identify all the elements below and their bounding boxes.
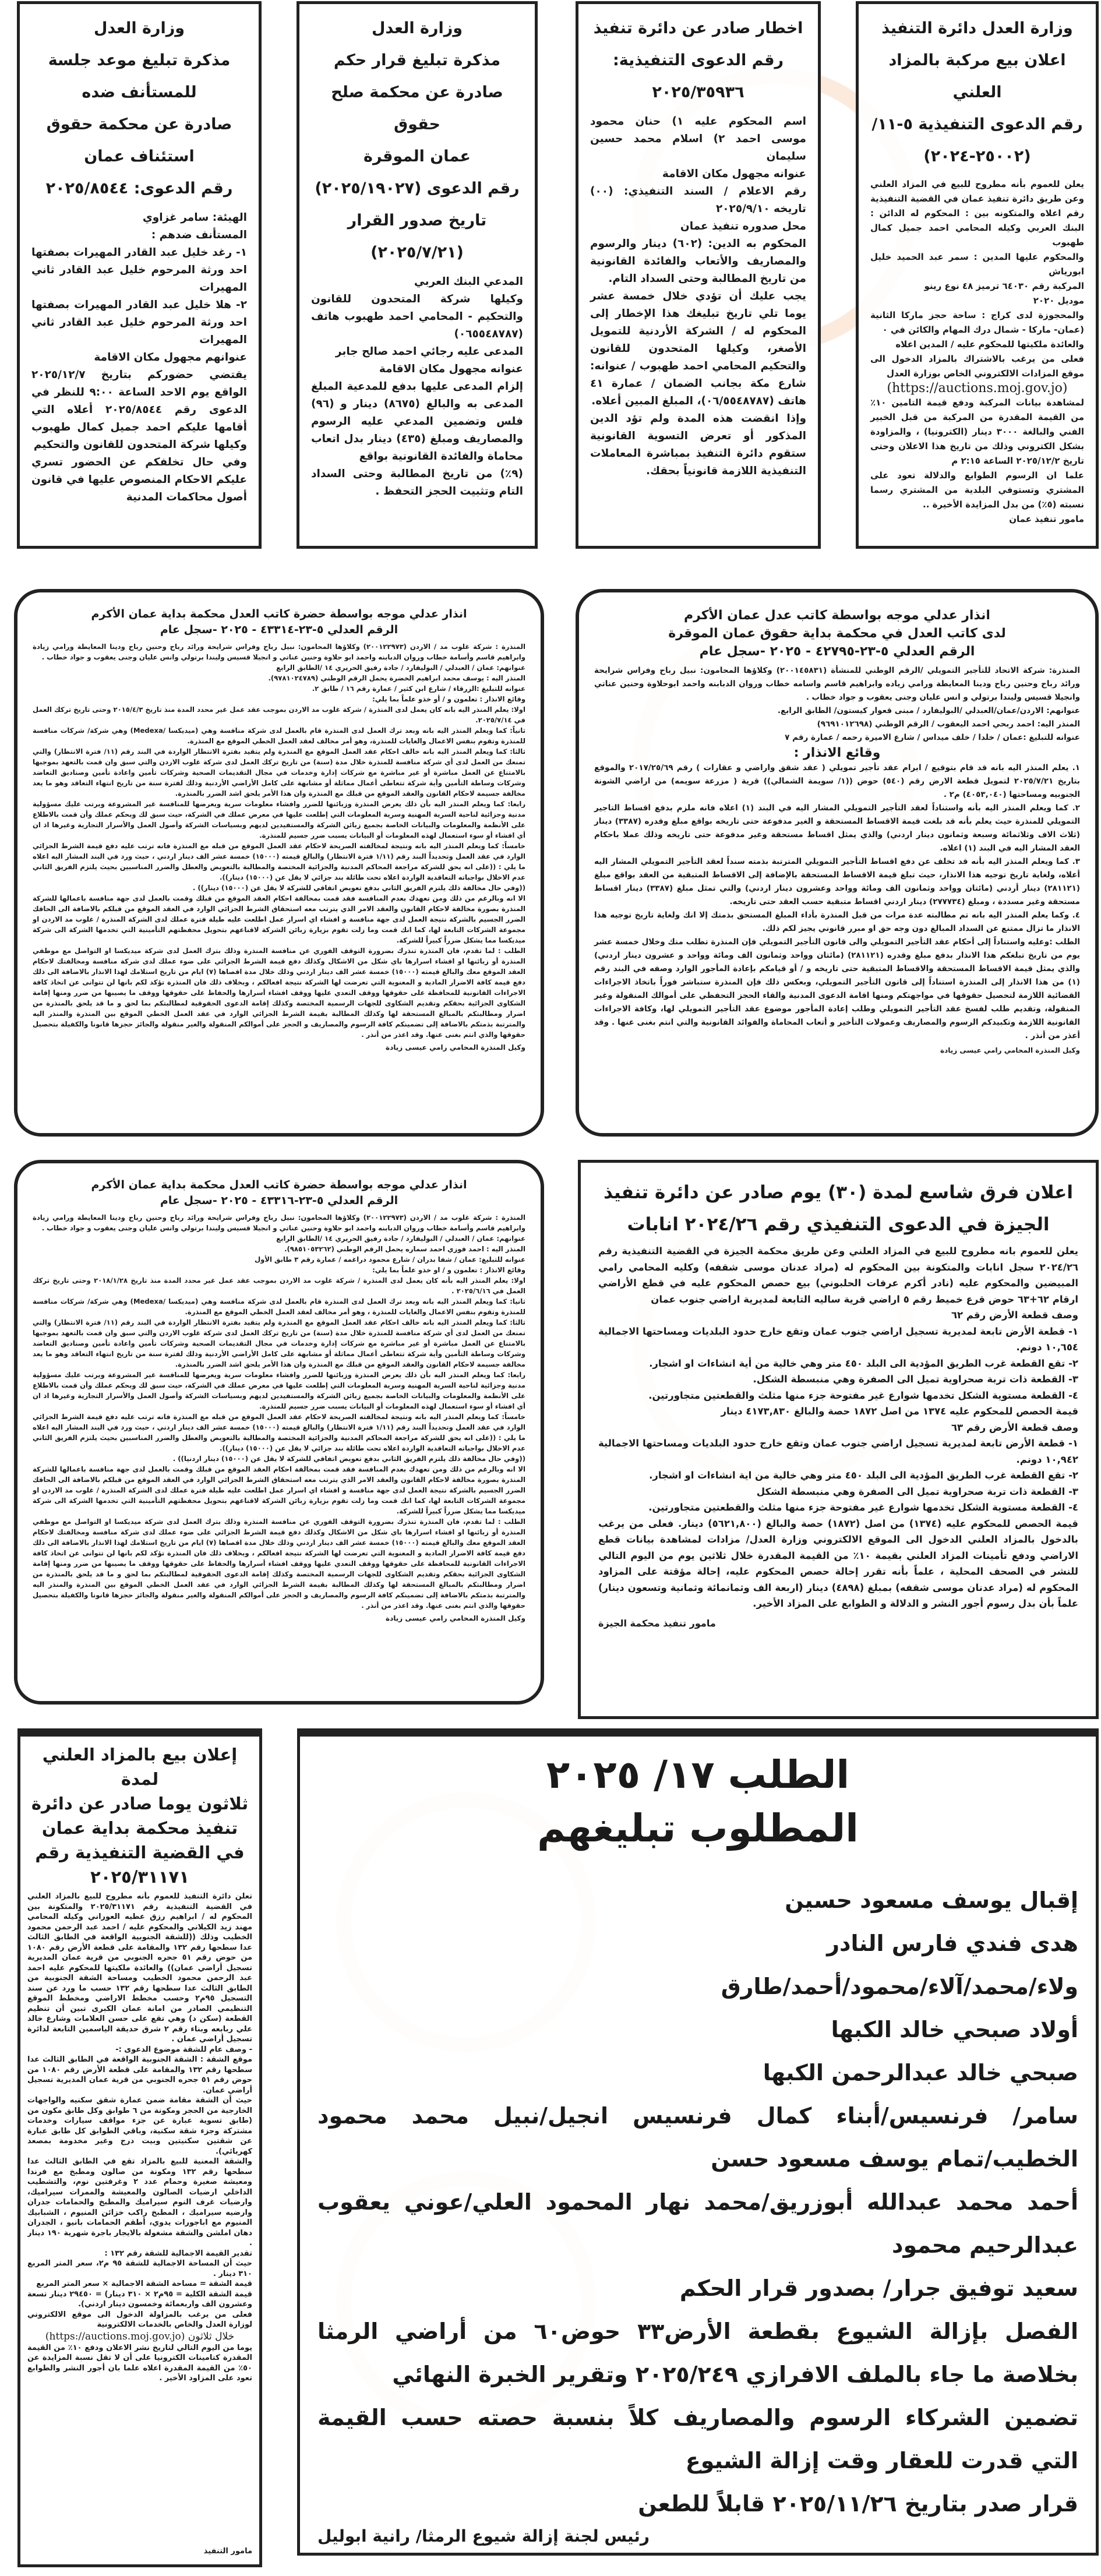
notice-paragraph: إقبال يوسف مسعود حسين: [785, 1887, 1078, 1913]
notice-paragraph: ٤- القطعة مستوية الشكل تخدمها شوارع غير مفتوحة جزء منها مثلث والقطعتين متجاورتين.: [648, 1389, 1078, 1401]
signature: مامور تنفيذ محكمة الجيزة: [598, 1617, 716, 1629]
notice-paragraph: صبحي خالد عبدالرحمن الكبها: [763, 2060, 1078, 2085]
notice-paragraph: قيمة الشقة الكلية = ٩٥م٢ × ٣١٠ دينار) = ٢٩٤٥٠ دينار تسعة وعشرون الف واربعمائة وخمسون دينار اردني).: [27, 2289, 252, 2309]
notice-paragraph: عنوانه للتبليغ :عمان / خلدا / خلف ميداس / شارع الاميرة رحمه / عمارة رقم ٧: [785, 733, 1080, 742]
notice-paragraph: وكيلها شركة المتحدون للقانون والتحكيم - المحامي احمد طهبوب هاتف (٠٦٥٥٤٨٧٨٧): [311, 293, 523, 340]
notice-paragraph: المنذرة: شركة الاتحاد للتأجير التمويلي /الرقم الوطني للمنشأة (٢٠٠١٤٥٨٣١) وكلاؤها المحامون: نبيل رباح وفراس شرايحة ورائد رباح وحنين رباح ودينا المعايطة ورامي زياده وابراهيم قاسم واسامه خطاب وروان الدبابنه واحمد ابوحلاوة وحنين عناتي وانجيلا قسيس وليندا برتولي و انس عليان وجنى يعقوب و جواد خطاب .: [594, 666, 1080, 702]
notice-paragraph: الفصل بإزالة الشيوع بقطعة الأرض٣٣ حوض٦٠ من أراضي الرمثا بخلاصة ما جاء بالملف الافرازي ٢٠٢٥/٢٤٩ وتقرير الخبرة النهائي: [317, 2319, 1078, 2387]
notice-paragraph: المنذرة : شركة غلوب مد / الاردن (٢٠٠١٢٢٩٧٣) وكلاؤها المحامون: نبيل رباح وفراس شرايحة ورائد رباح وحنين رباح ودينا المعايطة ورامي زيادة وابراهيم قاسم وأسامة خطاب وروان الدبابنه واحمد ابو حلاوة وحنين عناتي و انجيلا قسيس وليندا برتولي وانس عليان وجنى يعقوب و جواد خطاب .: [33, 1213, 525, 1232]
notarial-notice-globemed-1: [14, 589, 544, 1137]
notice-title-line: اخطار صادر عن دائرة تنفيذ: [593, 19, 803, 37]
notice-paragraph: عنوانه للتبليغ :الزرقاء / شارع ابن كثير / عمارة رقم ١٦ / طابق ٢.: [312, 684, 525, 693]
notice-paragraph: حيث أن المساحة الاجمالية للشقة ٩٥ م٢، سعر المتر المربع ٣١٠ دينار .: [27, 2259, 252, 2278]
notice-paragraph: عنوانهم: عمان / العبدلي / البوليفارد / جادة رفيق الحريري ١٤ /الطابق الرابع: [276, 664, 525, 672]
notice-paragraph: المنذر اليه : يوسف محمد ابراهيم الخضرة يحمل الرقم الوطني (٩٧٨١٠٢٤٧٨٩).: [268, 674, 525, 682]
notice-title-line: استئناف عمان: [84, 147, 195, 165]
notice-paragraph: وصف قطعة الأرض رقم ٦٣: [951, 1421, 1078, 1433]
notice-paragraph: خامساً: كما ويعلم المنذر اليه بانه ونتيجة لمخالفته الصريحة لاحكام عقد العمل الموقع من قبله مع المنذرة فانه ترتب عليه دفع قيمة الشرط الجزائي الوارد في عقد العمل وتحديداً البند رقم (١/١١ فترة الانتظار) والبالغ قيمته (١٥٠٠٠) خمسة عشر الف دينار اردني ، حيث ورد في البند المشار اليه اعلاه ما يلي : ((على انه يحق للشركة مراجعة المحاكم المدنية والجزائية المختصة والمطالبة بالتعويض والعطل والضرر المناسبين بحيث يلتزم الفريق الثاني عدم الاخلال بواجباته التعاقدية الواردة اعلاه تحت طائلة بند جزائي لا يقل عن (١٥٠٠٠) دينار)).: [33, 842, 525, 881]
notice-title-line: المطلوب تبليغهم: [537, 1806, 859, 1851]
text-block: [594, 606, 1080, 661]
notice-paragraph: ثالثا: كما ويعلم المنذر اليه بانه خالف احكام عقد العمل الموقع مع المنذرة ولم يتقيد بفترة الانتظار الواردة في البند رقم (١١/ فترة الانتظار) والتي تمنعك من العمل لدى أي شركة منافسة للمنذرة خلال مدة (سنة) من تاريخ تركك العمل لدى شركة غلوب الاردن والتي سبق وان قمت بالتعهد بموجبها بالامتناع عن العمل مباشرة أو غير مباشرة مع شركات إدارة وخدمات في مجال التقديمات الصحية وشركات تأمين واعادة تأمين وصناديق التعاضد وشركات وساطة التأمين وأية شركة تتعاطى أعمال مماثلة أو مشابهة على كامل الأراضي الأردنية وذلك لفترة سنة من تاريخ انتهاء التعاقد وهو ما يعد مخالفة جسيمة لاحكام القانون والعقد الموقع من قبلك مع المنذرة وان هذا الأمر يلحق اشد الضرر بالمنذرة.: [33, 747, 525, 797]
notice-paragraph: يقتضي حضوركم بتاريخ ٢٠٢٥/١٢/٧ الواقع يوم الاحد الساعة ٩:٠٠ للنظر في الدعوى رقم ٢٠٢٥/٨٥٤٤ أعلاه التي أقامها عليكم احمد جميل كمال طهبوب وكيلها شركة المتحدون للقانون والتحكيم: [31, 369, 247, 451]
notice-paragraph: موقع الشقة : الشقة الجنوبية الواقعة في الطابق الثالث عدا سطحها رقم ١٣٢ والمقامة على قطعة الأرض رقم ١٠٨٠ من حوض رقم ٥١ جحره الجنوبي من قرية عمان المديرية تسجيل أراضي عمان.: [27, 2055, 252, 2095]
notice-title-line: (٢٥٠٠٢-٢٠٢٤): [923, 147, 1031, 165]
notice-paragraph: الهيئة: سامر غزاوي: [142, 211, 247, 224]
notice-paragraph: محل صدوره تنفيذ عمان: [680, 220, 806, 232]
notice-paragraph: عنوانه مجهول مكان الاقامة: [379, 363, 523, 375]
notice-execution-warning: [576, 1, 821, 549]
notice-title-line: انذار عدلي موجه بواسطة حضرة كاتب العدل محكمة بداية عمان الأكرم: [91, 1178, 467, 1191]
notice-title-line: وزارة العدل دائرة التنفيذ: [881, 19, 1073, 37]
notice-paragraph: ١. يعلم المنذر اليه بانه قد قام بتوقيع / ابرام عقد تأجير تمويلي ( عقد شقق واراضي و عقارات ) رقم ٢٠١٧/٢٥/٦٩ والموقع بتاريخ ٢٠٢٥/٧/٢١ لتمويل قطعة الارض رقم (٥٤٠) حوض ((١/ سويمة الشمالي)) قرية ( مزرعة سويمه) من اراضي الشونة الجنوبيه ومساحتها (٤٠٥٣,٠٤٠) م٢ .: [594, 763, 1080, 799]
notice-paragraph: عنوانه للتبليغ: عمان / شفا بدران / شارع محمود دراغمه / عمارة رقم ٣ طابق الأول: [255, 1255, 525, 1264]
signature: رئيس لجنة إزالة شيوع الرمثا/ رانية ابوليل: [317, 2526, 650, 2546]
notice-paragraph: يعلن للعموم بانه مطروح للبيع في المزاد العلني وعن طريق محكمة الجيزة في القضية التنفيذية رقم ٢٠٢٤/٢٦ سجل انابات والمتكونة بين المحكوم له (مراد عدنان موسى شقفه) وكليه المحامي رامي المبيضين والمحكوم عليه (نادر أكرم عرفات الحلبوني) بيع حصص المحكوم عليه في قطع الأراضي ارقام ٦٢+٦٣ حوض قرع خميط رقم ٥ اراضي قرية ساليه التابعة لمديرية اراضي جنوب عمان: [598, 1245, 1078, 1305]
notice-paragraph: لمشاهدة بيانات المركبة ودفع قيمة التامين ١٠٪ من القيمة المقدرة من المركبة من قبل الخبير الفني والبالغة ٣٠٠٠ دينار (الكترونيا) ، والمزاودة بشكل الكتروني وذلك من تاريخ هذا الاعلان وحتى تاريخ ٢٠٢٥/١٢/٢ الساعة ٢:١٥ م: [870, 397, 1084, 466]
notice-paragraph: عنوانهم مجهول مكان الاقامة: [94, 351, 247, 364]
notice-paragraph: ٢. كما ويعلم المنذر اليه بأنه واستناداً لعقد التأجير التمويلي المشار اليه في البند (١) اعلاه فانه ملزم بدفع اقساط التاجير التمويلي للمنذرة حيث يعلم بأنه قد بلغت قيمة الاقساط المستحقة و الغير مدفوعة حتى تاريخه بواقع مبلغ وقدره (٣٣٨٧) دينار (ثلاث الاف وثلاثمائة وسبعة وثمانون دينار اردني) والذي يمثل اقساط مستحقة وغير مدفوعة حتى تاريخه وذلك عملا باحكام العقد المشار اليه في البند (١) اعلاه.: [594, 803, 1081, 853]
notice-title-line: رقم الدعوى: ٢٠٢٥/٨٥٤٤: [45, 179, 233, 197]
notice-paragraph: موديل ٢٠٢٠: [1033, 295, 1084, 306]
notice-paragraph: قيمة الحصص للمحكوم عليه ١٣٧٤ من اصل ١٨٧٢ حصة والبالغ ٤١٧٣,٨٣٠ دينار: [721, 1406, 1078, 1417]
text-block: [598, 1177, 1078, 1241]
notice-paragraph: المنذرة : شركة غلوب مد / الاردن (٢٠٠١٢٢٩٧٣) وكلاؤها المحامون: نبيل رباح وفراس شرايحة ورائد رباح وحنين رباح ودينا المعايطة ورامي زيادة وابراهيم قاسم وأسامة خطاب وروان الدبابنه واحمد ابو حلاوة وحنين عناتي و انجيلا قسيس وليندا برتولي وانس عليان وجنى يعقوب و جواد خطاب .: [33, 643, 525, 661]
notice-title-line: صادرة عن محكمة صلح حقوق: [331, 83, 503, 133]
notice-title-line: مذكرة تبليغ موعد جلسة: [48, 51, 231, 69]
text-block: [594, 761, 1080, 1043]
notice-request-17: [297, 1728, 1099, 2556]
notice-paragraph: رابعا: كما ويعلم المنذر اليه بأن ذلك يعرض المنذرة وزبائنها للضرر وافشاء معلومات سرية ويعرضها للمنافسة غير المشروعة ويرتب عليك مسؤولية مدنية وجزائية لناحية السرية المهنية وسرية المعلومات التي إطلعت عليها في معرض عملك في الشركة، حيث سبق لك وبحكم عملك وأن قمت بالاطلاع على الأنظمة والمعلومات والبيانات الخاصة بجميع زبائن الشركة والمستفيدين لديهم وبسياسات الشركة وأصول العمل والأسرار التجارية وغيرها اذ ان أي افشاء أو سوء استعمال لهذه المعلومات أو البيانات يسبب ضرر جسيم للمنذرة.: [33, 1371, 525, 1410]
notice-paragraph: تضمين الشركاء الرسوم والمصاريف كلاً بنسبة حصته حسب القيمة التي قدرت للعقار وقت إزالة الشيوع: [317, 2405, 1078, 2473]
notice-title-line: الرقم العدلي ٥-٢٣-٤٢٧٩٥ - ٢٠٢٥ -سجل عام: [699, 644, 975, 659]
notice-paragraph: ولاء/محمد/آلاء/محمود/أحمد/طارق: [721, 1974, 1078, 1999]
notice-title-line: الجيزة في الدعوى التنفيذي رقم ٢٠٢٤/٢٦ انابات: [627, 1214, 1050, 1235]
notice-paragraph: المدعي البنك العربي: [414, 276, 523, 288]
facts-heading: وقائع الانذار :: [793, 746, 881, 760]
notice-paragraph[interactable]: (https://auctions.moj.gov.jo): [887, 381, 1068, 396]
notice-paragraph: وقائع الانذار : تعلمون و / أو خذو علماً بما يلي:: [372, 695, 525, 703]
text-block: [590, 12, 806, 108]
notice-title-line: تنفيذ محكمة بداية عمان: [41, 1818, 238, 1838]
notice-paragraph: ثانياً: كما ويعلم المنذر اليه بانه وبعد ترك العمل لدى المنذرة قام بالعمل لدى شركة منافسة وهي (ميديكسا /Medexa) وهي شركة/ شركات منافسة للمنذرة وتقوم بنفس الاعمال والغايات للمنذرة، وهو أمر مخالف لعقد العمل الخطي الموقع مع المنذرة.: [33, 726, 525, 745]
notice-paragraph: ثالثا: كما ويعلم المنذر اليه بانه خالف احكام عقد العمل الموقع مع المنذرة ولم يتقيد بفترة الانتظار الواردة في البند رقم (١١/ فترة الانتظار) والتي تمنعك من العمل لدى أي شركة منافسة للمنذرة خلال مدة (سنة) من تاريخ تركك العمل لدى شركة غلوب الاردن والتي سبق وان قمت بالتعهد بموجبها بالامتناع عن العمل مباشرة أو غير مباشرة مع شركات إدارة وخدمات في مجال التقديمات الصحية وشركات تأمين واعادة تأمين وصناديق التعاضد وشركات وساطة التأمين وأية شركة تتعاطى أعمال مماثلة أو مشابهة على كامل الأراضي الأردنية وذلك لفترة سنة من تاريخ انتهاء التعاقد وهو ما يعد مخالفة جسيمة لاحكام القانون والعقد الموقع من قبلك مع المنذرة وان هذا الأمر يلحق اشد الضرر بالمنذرة.: [33, 1318, 525, 1368]
notice-paragraph: ثانيا: كما ويعلم المنذر اليه بانه وبعد ترك العمل لدى المنذرة قام بالعمل لدى شركة منافسة وهي (ميديكسا /Medexa) وهي شركة/ شركات منافسة للمنذرة وتقوم بنفس الاعمال والغايات للمنذرة ، وهو أمر مخالف لعقد العمل الخطي الموقع مع المنذرة.: [33, 1297, 525, 1316]
signature: وكيل المنذرة المحامي رامي عيسى زيادة: [385, 1614, 525, 1622]
notice-paragraph: أحمد محمد عبدالله أبوزريق/محمد نهار المحمود العلي/عوني يعقوب عبدالرحيم محمود: [317, 2189, 1078, 2258]
notice-paragraph: عنوانه مجهول مكان الاقامة: [662, 168, 806, 180]
text-block: [33, 1212, 525, 1611]
notice-paragraph: يوما من اليوم التالي لتاريخ نشر الاعلان ودفع ١٠٪ من القيمة المقدرة كتامينات الكترونيا على أن لا تقل نسبة المزايدة عن ٥٠٪ من القيمة المقدرة اعلاه علما بان أجور النشر والطوابع تعود على المزاود الأخير .: [27, 2343, 252, 2383]
notice-title-line: تاريخ صدور القرار: [347, 211, 487, 230]
text-block: [598, 1243, 1078, 1612]
notice-paragraph: ٣- القطعة ذات تربة صحراوية تميل الى الصفرة وهي منبسطة الشكل: [756, 1485, 1078, 1497]
notice-paragraph: الطلب :وعليه واستناداً إلى أحكام عقد التأجير التمويلي والى قانون التأجير التمويلي فإن المنذرة تطلب منك وخلال خمسة عشر يوم من تاريخ تبلغكم هذا الانذار بدفع مبلغ وقدره (٢٨١١٢١) (مائتان وواحد وثمانون الف ومائة وواحد و عشرون دينار اردني) والذي يمثل قيمة الاقساط المستحقة والاقساط المتبقية حتى تاريخه و / أو قيامكم بإعادة المأجور الوارد وصفه في البند رقم (١) من هذا الانذار إلى المنذرة استناداً إلى قانون التأجير التمويلي، وبعكس ذلك فإن المنذرة ستباشر فوراً باتخاذ الاجراءات القضائية اللازمة لتحصيل حقوقها في مواجهتكم ومنها اقامة الدعوى المدنية والقاء الحجز التحفظي على أموالك المنقولة وغير المنقولة، وتقديم طلب لفسخ عقد التأجير التمويلي وطلب إعادة المأجور موضوع عقد التأجير التمويلي لها، وكافة الاجراءات القانونية اللازمة وتكبيدكم الرسوم والمصاريف وعمولات التأخير و أتعاب المحاماة والفوائد القانونية والتي انتم بغنى عنها . وقد أعذر من أنذر .: [594, 937, 1080, 1040]
notice-paragraph: أولاد صبحي خالد الكبها: [831, 2017, 1078, 2042]
notice-paragraph: سعيد توفيق جرار/ بصدور قرار الحكم: [679, 2275, 1078, 2301]
notice-title-line: الرقم العدلي ٥-٢٣-٤٣٣١٦ - ٢٠٢٥ -سجل عام: [160, 1194, 398, 1207]
text-block: [31, 209, 247, 506]
notice-paragraph: المحكوم به الدين: (٦٠٢) دينار والرسوم والمصاريف والأتعاب والفائدة القانونية من تاريخ المطالبة وحتى السداد التام.: [590, 238, 806, 285]
notice-paragraph: ٣. كما ويعلم المنذر اليه بأنه قد تخلف عن دفع اقساط التأجير التمويلي المترتبة بذمته سنداً لعقد التأجير التمويلي المشار اليه أعلاه، ولغاية تاريخ توجيه هذا الانذار، حيث تبلغ قيمة الاقساط المستحقة بالإضافة إلى الاقساط المتبقية من العقد بواقع مبلغ (٢٨١١٢١) دينار أردني (مائتان وواحد وثمانون الف ومائة وواحد وعشرون دينار اردني) والتي تمثل مبلغ (٣٣٨٧) دينار اقساط مستحقة وغير مسددة ، ومبلغ (٢٧٧٧٣٤) دينار اردني اقساط متبقية حسب العقد حتى تاريخه.: [594, 857, 1080, 906]
notice-paragraph: فعلى من يرغب بالاشتراك بالمزاد الدخول الى موقع المزادات الالكتروني الخاص بوزارة العدل: [870, 354, 1084, 379]
notice-judgment: [297, 1, 538, 549]
notice-apartment-auction: [17, 1728, 262, 2567]
notice-price-difference: [578, 1160, 1099, 1719]
notice-paragraph: ٤- القطعة مستوية الشكل تخدمها شوارع غير مفتوحة جزء منها مثلث والقطعتين متجاورتين.: [648, 1502, 1078, 1513]
notice-paragraph: خامساً: كما ويعلم المنذر اليه بانه ونتيجة لمخالفته الصريحة لاحكام عقد العمل الموقع من قبله مع المنذرة فانه ترتب عليه دفع قيمة الشرط الجزائي الوارد في عقد العمل وتحديداً البند رقم (١/١١ فترة الانتظار) والبالغ قيمته (١٥٠٠٠) خمسة عشر الف دينار اردني ، حيث ورد في البند المشار اليه اعلاه ما يلي : ((على انه يحق للشركة مراجعة المحاكم المدنية والجزائية المختصة والمطالبة بالتعويض والعطل والضرر المناسبين بحيث يلتزم الفريق الثاني عدم الاخلال بواجباته التعاقدية الواردة اعلاه تحت طائلة بند جزائي لا يقل عن (١٥٠٠٠) دينار)).: [33, 1413, 525, 1452]
text-block: [27, 1742, 252, 1889]
notice-title-line: رقم الدعوى (٢٠٢٥/١٩٠٢٧): [315, 179, 520, 197]
notice-paragraph: ((وفي حال مخالفة ذلك يلتزم الفريق الثاني بدفع تعويض اتفاقي للشركة لا يقل عن (١٥٠٠٠) دينار اردنيا)) .: [172, 1455, 525, 1463]
text-block: [27, 1892, 252, 2543]
notice-title-line: الرقم العدلي ٥-٢٣-٤٣٣١٤ - ٢٠٢٥ -سجل عام: [160, 623, 398, 636]
notice-paragraph: قيمة الشقة = مساحة الشقة الاجمالية × سعر المتر المربع: [36, 2279, 252, 2288]
signature: وكيل المنذرة المحامي رامي عيسى زيادة: [940, 1046, 1080, 1054]
notice-paragraph: والمحجوزة لدى كراج : ساحة حجز ماركا الثانية (عمان- ماركا - شمال درك المهام والكائن في ٠: [870, 310, 1084, 335]
notice-paragraph: المنذر اليه: احمد ربحي احمد اليعقوب / الرقم الوطني (٩٦٩١٠١٢٦٩٨): [817, 719, 1080, 729]
notice-paragraph: يجب عليك أن تؤدي خلال خمسة عشر يوما تلي تاريخ تبليغك هذا الإخطار إلى المحكوم له / الشركة الأردنية للتمويل الأصغر، وكيلها المتحدون للقانون والتحكيم المحامي احمد طهبوب / عنوانه: شارع مكة بجانب الضمان / عمارة ٤١ هاتف (٠٦/٥٥٤٨٧٨٧)، المبلغ المبين أعلاه.: [590, 290, 806, 407]
notice-paragraph: عنوانهم: الاردن/عمان/العبدلي /البوليفارد / مبنى قعوار كيستون/ الطابق الرابع.: [777, 706, 1080, 715]
notice-paragraph: ٣- القطعة ذات تربة صحراوية تميل الى الصفرة وهي منبسطة الشكل.: [753, 1374, 1078, 1385]
notice-paragraph: وصف قطعة الأرض رقم ٦٢: [951, 1310, 1078, 1321]
text-block: [311, 273, 523, 500]
notice-title-line: انذار عدلي موجه بواسطة حضرة كاتب العدل محكمة بداية عمان الأكرم: [91, 608, 467, 620]
notice-title-line: مذكرة تبليغ قرار حكم: [333, 51, 501, 69]
text-block: [33, 641, 525, 1040]
notice-paragraph: المدعى عليه رجائي احمد صالح جابر: [335, 345, 523, 358]
text-block: [594, 664, 1080, 744]
notice-title-line: الطلب ١٧/ ٢٠٢٥: [546, 1752, 850, 1797]
notice-paragraph: ١- رغد خليل عبد القادر المهيرات بصفتها احد ورثة المرحوم خليل عبد القادر ثاني المهيرات: [31, 246, 247, 294]
notice-paragraph: وقائع الانذار : تعلمون و / او خذو علماً بما يلي:: [372, 1266, 525, 1274]
notice-title-line: إعلان بيع بالمزاد العلني لمدة: [42, 1745, 238, 1789]
notice-paragraph: ٢- هلا خليل عبد القادر المهيرات بصفتها احد ورثة المرحوم خليل عبد القادر ثاني المهيرات: [31, 299, 247, 346]
notice-title-line: رقم الدعوى التنفيذية ٥-١١/: [871, 115, 1083, 133]
notice-title-line: ثلاثون يوما صادر عن دائرة: [31, 1794, 249, 1813]
notice-paragraph: إلزام المدعى عليها بدفع للمدعية المبلغ المدعى به والبالغ (٨٦٧٥) دينار و (٩٦) فلس وتضمين المدعي عليه الرسوم والمصاريف ومبلغ (٤٣٥) دينار بدل اتعاب محاماة والفائدة القانونية بواقع: [311, 380, 524, 463]
notice-paragraph: سامر/ فرنسيس/أبناء كمال فرنسيس انجيل/نبيل محمد محمود الخطيب/تمام يوسف مسعود حسن: [317, 2103, 1078, 2172]
signature: وكيل المنذرة المحامي رامي عيسى زيادة: [385, 1043, 525, 1051]
text-block: [317, 1879, 1078, 2525]
notice-paragraph: فعلى من يرغب بالمزاولة الدخول الى موقع الالكتروني لوزارة العدل والخاص بالخدمات الالكترونية: [27, 2310, 252, 2329]
notice-title-line: صادرة عن محكمة حقوق: [46, 115, 232, 133]
signature: مامور التنفيذ: [27, 2546, 252, 2557]
notice-paragraph: وإذا انقضت هذه المدة ولم تؤد الدين المذكور أو تعرض التسوية القانونية ستقوم دائرة التنفيذ بمباشرة المعاملات التنفيذية اللازمة قانونياً بحقك.: [590, 412, 806, 477]
notice-paragraph: الا انه وبالرغم من ذلك ومن تعهدك بعدم المنافسة فقد قمت بمخالفة احكام العقد الموقع من قبلك وقمت بالعمل لدى جهة منافسة باعمالها للشركة المنذرة بصورة مخالفة لاحكام القانون والعقد الامر الذي يترتب معه استحقاق الشرط الجزائي الوارد في العقد الموقع من قبلكم بالاضافة الى الحاقك الضرر الجسيم بالشركة نتيجة العمل لدى جهة منافسة و افشاء اي اسرار عمل اطلعت عليه طيلة فترة عملك لدى الشركة المنذرة / غلوب مد الاردن او مجموعة الشركات التابعة لها، كما انك قمت وما زلت تقوم بزيارة زبائن الشركة لاقناعهم بتحويل محفظتهم التأمينية التي تخدمها الشركة الى شركة ميديكسا مما يشكل ضرراً كبيراً للشركة.: [33, 894, 525, 944]
notice-title-line: انذار عدلي موجه بواسطة كاتب عدل عمان الأكرم: [684, 608, 990, 623]
notice-paragraph: (٩٪) من تاريخ المطالبة وحتى السداد التام وتثبيت الحجز التحفظ .: [311, 468, 523, 497]
notice-paragraph: ١- قطعة الأرض تابعة لمديرية تسجيل اراضي جنوب عمان وتقع خارج حدود البلديات ومساحتها الاجمالية ١٠,٦٥٤ دونم.: [598, 1325, 1078, 1353]
notice-title-line: رقم الدعوى التنفيذية:: [612, 51, 784, 69]
notice-title-line: ٢٠٢٥/٣٥٩٣٦: [652, 83, 744, 101]
notice-paragraph: حيث أن الشقة مقامة ضمن عمارة شقق سكنيه والواجهات الخارجية من الحجر ومكونة من ٦ طوابق وكل طابق مكون من (طابق تسوية عبارة عن جزء مواقف سيارات وخدمات مشتركة وجزء شقة سكنية، وباقي الطوابق كل طابق عبارة عن شقتين سكنيتين وبيت درج وغير مخدومة بمصعد كهربائي).: [27, 2096, 252, 2156]
notice-paragraph: وفي حال تخلفكم عن الحضور تسري عليكم الاحكام المنصوص عليها في قانون أصول محاكمات المدنية: [31, 456, 247, 503]
notice-paragraph: ٢- تقع القطعة غرب الطريق المؤدية الى البلد ٤٥٠ متر وهي خالية من أية انشاءات او اشجار.: [649, 1357, 1078, 1369]
notice-paragraph[interactable]: (https://auctions.moj.gov.jo) خلال ثلاثون: [45, 2330, 235, 2342]
notice-paragraph: الا انه وبالرغم من ذلك ومن تعهدك بعدم المنافسة فقد قمت بمخالفة احكام العقد الموقع من قبلك وقمت بالعمل لدى جهة منافسة باعمالها للشركة المنذرة بصورة مخالفة لاحكام القانون والعقد الامر الذي يترتب معه استحقاق الشرط الجزائي الوارد في العقد الموقع من قبلكم بالاضافة الى الحاقك الضرر الجسيم بالشركة نتيجة العمل لدى جهة منافسة و افشاء اي اسرار عمل اطلعت عليه طيلة فترة عملك لدى الشركة المنذرة / غلوب مد الاردن او مجموعة الشركات التابعة لها، كما انك قمت وما زلت تقوم بزيارة زبائن الشركة لاقناعهم بتحويل محفظتهم التأمينية التي تخدمها الشركة الى شركة ميديكسا مما يشكل ضرراً كبيراً للشركة.: [33, 1465, 525, 1515]
notice-paragraph: عنوانهم: عمان / العبدلي / البوليفارد / جادة رفيق الحريري ١٤ /الطابق الرابع: [276, 1234, 525, 1243]
text-block: [590, 113, 806, 480]
text-block: [31, 12, 247, 204]
notice-paragraph: والشقة المعنية للبيع بالمزاد تقع في الطابق الثالث عدا سطحها رقم ١٣٢ ومكونة من صالون ومطبخ مع فرندا ومعيشة صغيرة وحمام عدد ٢ وغرفتين نوم، والتشطيب الداخلي ارضيات الصالون والمعيشة والممرات سيراميك، وارضيات غرف النوم سيراميك والمطبخ والحمامات جدران وارضيه سيراميك ، المطبخ راكب خزائن المنيوم ، الشبابيك المنيوم مع اباجورات يدوي، أطقم الحمامات بانيو ، الجدران دهان املشن والشقة مشغولة بالايجار باجرة شهرية ١٩٠ دينار .: [27, 2157, 252, 2247]
notice-paragraph: رقم الاعلام / السند التنفيذي: (٠٠) تاريخه ٢٠٢٥/٩/١٠: [590, 185, 806, 215]
text-block: [33, 606, 525, 638]
text-block: [311, 12, 523, 269]
notice-appeal-session: [17, 1, 262, 549]
notice-paragraph: رابعا: كما ويعلم المنذر اليه بأن ذلك يعرض المنذرة وزبائنها للضرر وافشاء معلومات سرية ويعرضها للمنافسة غير المشروعة ويرتب عليك مسؤولية مدنية وجزائية لناحية السرية المهنية وسرية المعلومات التي إطلعت عليها في معرض عملك في الشركة، حيث سبق لك وبحكم عملك وأن قمت بالاطلاع على الأنظمة والمعلومات والبيانات الخاصة بجميع زبائن الشركة والمستفيدين لديهم وبسياسات الشركة وأصول العمل والأسرار التجارية وغيرها اذ ان أي افشاء أو سوء استعمال لهذه المعلومات أو البيانات يسبب ضرر جسيم للمنذرة.: [33, 800, 525, 839]
notice-paragraph: ٢- تقع القطعة غرب الطريق المؤدية الى البلد ٤٥٠ متر وهي خالية من اية انشاءات او اشجار.: [649, 1470, 1078, 1481]
notice-title-line: وزارة العدل: [371, 19, 463, 37]
notice-paragraph: علما ان الرسوم الطوابع والدلالة تعود على المشتري وتستوفي البلدية من المشتري رسما نسبته (٥٪) من بدل المزايدة الأخيرة ..: [870, 470, 1084, 510]
notice-paragraph: والمحكوم عليها المدين : سمر عبد الحميد خليل ابورياش: [870, 252, 1084, 277]
notice-paragraph: ((وفي حال مخالفة ذلك يلتزم الفريق الثاني بدفع تعويض اتفاقي للشركة لا يقل عن (١٥٠٠٠) دينار)) .: [192, 884, 525, 892]
notice-paragraph: المنذر اليه : احمد فوزي احمد سماره يحمل الرقم الوطني (٩٨٥١٠٥٣٢٦٢).: [284, 1245, 525, 1253]
notice-paragraph: اسم المحكوم عليه ١) حنان محمود موسى احمد ٢) اسلام محمد حسين سليمان: [590, 115, 807, 163]
notice-paragraph: والعائدة ملكيتها للمحكوم عليه / المدين اعلاه: [895, 339, 1084, 350]
text-block: [317, 1748, 1078, 1855]
notice-paragraph: - وصف عام للشقة موضوع الدعوى :-: [115, 2045, 252, 2054]
notarial-notice-ijara: [576, 589, 1099, 1137]
notice-paragraph: هدى فندي فارس النادر: [827, 1931, 1078, 1956]
notice-paragraph: قيمة الحصص للمحكوم عليه (١٣٧٤) من اصل (١٨٧٢) حصة والبالغ (٥٦٢١,٨٠٠) دينار. فعلى من يرغب بالدخول بالمزاد العلني الدخول الى الموقع الالكتروني وزارة العدل/ مزادات لمشاهدة بيانات قطع الاراضي ودفع تأمينات المزاد العلني بقيمة ١٠٪ من القيمة المقدرة خلال ثلاثين يوم من اليوم التالي للنشر في الصحف المحلية ، علماً بأنه تقرر إحالة حصص المحكوم عليه، إحالة مؤقتة على المزاود المحكوم له (مراد عدنان موسى شقفه) بمبلغ (٤٨٩٨) دينار (اربعة الف وثمانمائة وثمانية وتسعون دينار) علماً بأن بدل رسوم أجور النشر و الدلالة و الطوابع على المزاد الأخير.: [598, 1518, 1079, 1609]
notice-title-line: في القضية التنفيذية رقم: [35, 1843, 245, 1862]
notice-paragraph: مامور تنفيذ عمان: [1009, 514, 1084, 524]
notice-paragraph: اولا: يعلم المنذر اليه بأنه كان يعمل لدى المنذرة / شركة غلوب مد الاردن بموجب عقد عمل غير محدد المدة منذ تاريخ ٢٠١٨/١/٢٨ وحتى تاريخ تركك العمل في ٢٠٢٥/٦/١٦ .: [33, 1276, 525, 1295]
notice-paragraph: الطلب : لما تقدم، فان المنذرة تنذرك بضرورة التوقف الفوري عن منافسة المنذرة وذلك بترك العمل لدى شركة ميديكسا او التواصل مع موظفي المنذرة أو زبائنها او افشاء اسرارها باي شكل من الاشكال وكذلك دفع قيمة الشرط الجزائي على ضوء عملك لدى شركة منافسة ومخالفتك لاحكام العقد الموقع معك والبالغ قيمته (١٥٠٠٠) خمسة عشر الف دينار اردني وذلك خلال مدة اقصاها (٧) ايام من تاريخ استلامك لهذا الانذار بالاضافة الى ذلك دفع قيمة كافة الاضرار المادية و المعنوية التي تعرضت لها الشركة نتيجة افعالكم ، وبخلاف ذلك فان المنذرة تؤكد لكم بانها لن تتوانى عن اتخاذ كافة الاجراءات القانونية للمحافظة على حقوقها ووقف التعدي عليها ووقف افشاء أسرارها والحفاظ على حقوقها ووقف ما يصيبها من ضرر ومنها إقامة الشكاوى الجزائية بحقكم وتقديم الشكاوى للجهات الرسمية المختصة وكذلك إقامة الدعوى الحقوقية لمطالبتكم بما لحق و ما قد يلحق بالمنذرة من اضرار ومطالبتكم بالمبالغ المستحقة لها وكذلك المطالبة بقيمة الشرط الجزائي الوارد في عقد العمل الخطي الموقع بين المنذرة والمنذر اليه والمترتبة بذمتكم بالاضافة إلى تضمينكم كافة الرسوم والمصاريف و الحجز على أموالكم المنقولة والغير منقولة والجائز حجزها قانونا والكفيلة بتحصيل حقوقها والذي انتم بغنى عنها. وقد اعذر من أنذر .: [33, 947, 526, 1039]
notice-vehicle-auction: [856, 1, 1099, 549]
notice-title-line: للمستأنف ضده: [82, 83, 197, 101]
notice-paragraph: ١- قطعة الأرض تابعة لمديرية تسجيل اراضي جنوب عمان وتقع خارج حدود البلديات ومساحتها الاجمالية ١٠,٩٤٢ دونم.: [598, 1438, 1078, 1465]
notice-paragraph: اولا: يعلم المنذر اليه بانه كان يعمل لدى المنذرة / شركة غلوب مد الاردن بموجب عقد عمل غير محدد المدة منذ تاريخ ٢٠١٥/٤/٣ وحتى تاريخ تركك العمل في ٢٠٢٥/٧/١٤.: [33, 705, 525, 724]
notice-paragraph: المركبة رقم ٦٤٠٣٠ ترميز ٤٨ نوع رينو: [924, 281, 1084, 291]
notice-title-line: اعلان فرق شاسع لمدة (٣٠) يوم صادر عن دائرة تنفيذ: [604, 1182, 1073, 1203]
notice-title-line: (٢٠٢٥/٧/٢١): [370, 244, 464, 262]
notice-paragraph: قرار صدر بتاريخ ٢٠٢٥/١١/٢٦ قابلاً للطعن: [638, 2491, 1078, 2517]
text-block: [870, 12, 1084, 172]
notice-paragraph: الطلب : لما تقدم، فان المنذرة تنذرك بضرورة التوقف الفوري عن منافسة المنذرة وذلك بترك العمل لدى شركة ميديكسا او التواصل مع موظفي المنذرة أو زبائنها او افشاء اسرارها باي شكل من الاشكال وكذلك دفع قيمة الشرط الجزائي على ضوء عملك لدى شركة منافسة ومخالفتك لاحكام العقد الموقع معك والبالغ قيمته (١٥٠٠٠) خمسة عشر الف دينار اردني وذلك خلال مدة اقصاها (٧) ايام من تاريخ استلامك لهذا الانذار بالاضافة الى ذلك دفع قيمة كافة الاضرار المادية و المعنوية التي تعرضت لها الشركة نتيجة افعالكم ، وبخلاف ذلك فان المنذرة تؤكد لكم بانها لن تتوانى عن اتخاذ كافة الاجراءات القانونية للمحافظة على حقوقها ووقف التعدي عليها ووقف افشاء أسرارها والحفاظ على حقوقها ووقف ما يصيبها من ضرر ومنها إقامة الشكاوى الجزائية بحقكم وتقديم الشكاوى للجهات الرسمية المختصة وكذلك إقامة الدعوى الحقوقية لمطالبتكم بما لحق و ما قد يلحق بالمنذرة من اضرار ومطالبتكم بالمبالغ المستحقة لها وكذلك المطالبة بقيمة الشرط الجزائي الوارد في عقد العمل الخطي الموقع بين المنذرة والمنذر اليه والمترتبة بذمتكم بالاضافة إلى تضمينكم كافة الرسوم والمصاريف و الحجز على أموالكم المنقولة والغير منقولة والجائز حجزها قانونا والكفيلة بتحصيل حقوقها والذي انتم بغنى عنها. وقد اعذر من أنذر .: [33, 1518, 526, 1610]
notice-title-line: اعلان بيع مركبة بالمزاد العلني: [888, 51, 1066, 101]
notice-paragraph: يعلن للعموم بأنه مطروح للبيع في المزاد العلني وعن طريق دائرة تنفيذ عمان في القضية التنفيذية رقم اعلاه والمتكونه بين : المحكوم له الدائن : البنك العربي وكيله المحامي احمد جميل كمال طهبوب: [870, 179, 1084, 248]
notarial-notice-globemed-2: [14, 1160, 544, 1705]
notice-title-line: عمان الموقرة: [364, 147, 471, 165]
notice-paragraph: ٤. وكما يعلم المنذر اليه بانه تم مطالبته عدة مرات من قبل المنذرة بأداء المبلغ المستحق بذمتك إلا انك ولغاية تاريخ توجيه هذا الانذار ما تزال ممتنع عن السداد المبالغ دون وجه حق او مبرر قانوني يجيز لكم ذلك.: [594, 911, 1080, 933]
notice-title-line: وزارة العدل: [93, 19, 185, 37]
notice-title-line: ٢٠٢٥/٣١١٧١: [90, 1867, 189, 1887]
notice-paragraph: تقدير القيمة الاجمالية للشقة رقم ١٣٢ :: [104, 2249, 252, 2258]
notice-paragraph: المستأنف ضدهم :: [151, 229, 247, 241]
text-block: [33, 1177, 525, 1209]
notice-paragraph: تعلن دائرة التنفيذ للعموم بأنه مطروح للبيع بالمزاد العلني في القضية التنفيذية رقم ٢٠٢٥/٣١١٧١ والمتكونة بين المحكوم له / ابراهيم رزق عطيه العوراني وكيله المحامي مهند زيد الكيلاني والمحكوم عليه / احمد عبد الرحمن محمود الخطيب وذلك ((للشقة الجنوبية الواقعة في الطابق الثالث عدا سطحها رقم ١٣٢ والمقامة على قطعة الأرض رقم ١٠٨٠ من حوض رقم ٥١ جحره الجنوبي من قرية عمان المديرية تسجيل أراضي عمان)) والعائدة ملكيتها للمحكوم عليه احمد عبد الرحمن محمود الخطيب ومساحة الشقة الجنوبية من الطابق الثالث عدا سطحها رقم ١٣٢ حسب ما ورد عن سند التسجيل ٩٥م٢ وحسب مخطط الاراضي ومخطط الموقع التنظيمي الصادر من امانة عمان الكبرى تبين أن تنظيم القطعة (سكن د) وهي تقع على حسن العلامات وشارع خالد علي ربابعه وبناء رقم ٢ شرق حديقة الياسمين التابعة لدائرة تسجيل أراضي عمان .: [27, 1892, 252, 2044]
text-block: [870, 177, 1084, 527]
notice-title-line: لدى كاتب العدل في محكمة بداية حقوق عمان الموقرة: [668, 626, 1006, 641]
